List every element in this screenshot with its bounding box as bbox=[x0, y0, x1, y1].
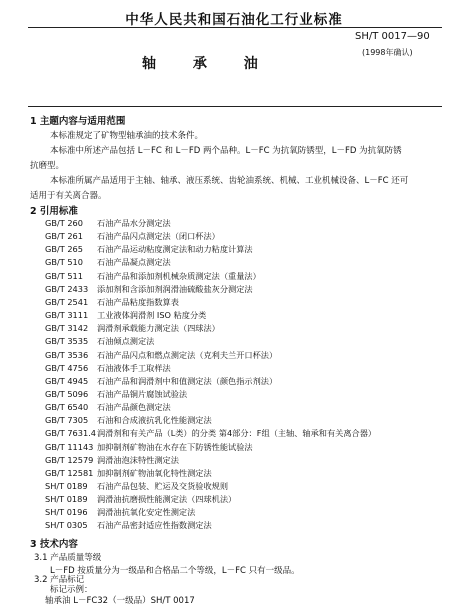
reference-title: 润滑油泡沫特性测定法 bbox=[97, 454, 179, 465]
reference-title: 石油产品闪点和燃点测定法（克利夫兰开口杯法） bbox=[97, 349, 278, 360]
header-rule-top bbox=[28, 27, 442, 28]
reference-code: GB/T 3536 bbox=[45, 349, 89, 360]
header-rule-bottom bbox=[28, 106, 442, 107]
reference-title: 添加剂和含添加剂润滑油硫酸盐灰分测定法 bbox=[97, 283, 253, 294]
reference-title: 石油产品铜片腐蚀试验法 bbox=[97, 388, 188, 399]
reference-title: 石油液体手工取样法 bbox=[97, 362, 171, 373]
reference-code: GB/T 3142 bbox=[45, 323, 89, 334]
reference-code: GB/T 265 bbox=[45, 244, 83, 255]
reference-code: GB/T 261 bbox=[45, 231, 83, 242]
reference-title: 石油产品闪点测定法（闭口杯法） bbox=[97, 231, 220, 242]
section-1-paragraph: 本标准所属产品适用于主轴、轴承、液压系统、齿轮油系统、机械、工业机械设备、L－FC 还可 bbox=[50, 176, 409, 186]
reference-item bbox=[45, 507, 195, 518]
reference-code: GB/T 6540 bbox=[45, 402, 89, 413]
reference-item bbox=[45, 402, 171, 413]
reference-item bbox=[45, 323, 220, 334]
reference-title: 石油和合成液抗乳化性能测定法 bbox=[97, 415, 212, 426]
reference-item bbox=[45, 428, 376, 439]
reference-title: 石油产品和润滑剂中和值测定法（颜色指示剂法） bbox=[97, 375, 278, 386]
subsection-3-2-label: 标记示例： bbox=[50, 585, 93, 595]
reference-code: GB/T 510 bbox=[45, 257, 83, 268]
section-1-heading: 1 主题内容与适用范围 bbox=[30, 116, 126, 127]
reference-code: GB/T 2433 bbox=[45, 283, 89, 294]
reference-title: 加抑制剂矿物油在水存在下防锈性能试验法 bbox=[97, 441, 253, 452]
standard-number: SH/T 0017—90 bbox=[355, 31, 430, 42]
reference-item bbox=[45, 336, 154, 347]
reference-title: 石油产品粘度指数算表 bbox=[97, 296, 179, 307]
reference-title: 石油产品水分测定法 bbox=[97, 218, 171, 228]
section-1-paragraph: 适用于有关离合器。 bbox=[30, 191, 107, 201]
reference-code: SH/T 0189 bbox=[45, 494, 88, 505]
reference-code: GB/T 2541 bbox=[45, 296, 89, 307]
reference-code: GB/T 4945 bbox=[45, 375, 89, 386]
reference-item bbox=[45, 244, 253, 255]
reference-item bbox=[45, 310, 206, 321]
reference-item bbox=[45, 376, 277, 387]
reference-title: 润滑油抗磨损性能测定法（四球机法） bbox=[97, 494, 237, 505]
marking-example: 轴承油 L－FC32（一级品）SH/T 0017 bbox=[45, 596, 195, 606]
reference-item bbox=[45, 494, 236, 505]
section-1-paragraph: 本标准中所述产品包括 L－FC 和 L－FD 两个品种。L－FC 为抗氧防锈型，L－FD 为抗氧防锈 bbox=[50, 146, 402, 156]
reference-item bbox=[45, 218, 171, 229]
reference-title: 加抑制剂矿物油氧化特性测定法 bbox=[97, 467, 212, 478]
revision-note: (1998年确认) bbox=[362, 48, 413, 57]
reference-code: GB/T 12579 bbox=[45, 454, 94, 465]
subsection-3-2-heading: 3.2 产品标记 bbox=[34, 575, 85, 585]
reference-item bbox=[45, 442, 253, 453]
document-title: 轴 承 油 bbox=[142, 56, 274, 72]
reference-item bbox=[45, 520, 212, 531]
reference-item bbox=[45, 481, 228, 492]
reference-code: GB/T 4756 bbox=[45, 362, 89, 373]
reference-item bbox=[45, 455, 179, 466]
reference-code: GB/T 5096 bbox=[45, 388, 89, 399]
reference-title: 石油产品运动粘度测定法和动力粘度计算法 bbox=[97, 244, 253, 255]
subsection-3-1-text: L－FD 按质量分为一级品和合格品二个等级，L－FC 只有一级品。 bbox=[50, 566, 300, 576]
reference-item bbox=[45, 257, 171, 268]
reference-title: 工业液体润滑剂 ISO 粘度分类 bbox=[97, 310, 207, 321]
reference-code: GB/T 260 bbox=[45, 218, 83, 228]
reference-title: 石油倾点测定法 bbox=[97, 336, 155, 347]
reference-item bbox=[45, 350, 277, 361]
org-title: 中华人民共和国石油化工行业标准 bbox=[125, 12, 343, 28]
reference-title: 石油产品包装、贮运及交货验收规则 bbox=[97, 481, 229, 491]
reference-item bbox=[45, 231, 220, 242]
reference-code: SH/T 0189 bbox=[45, 481, 88, 491]
reference-title: 石油产品凝点测定法 bbox=[97, 257, 171, 268]
reference-code: GB/T 511 bbox=[45, 270, 83, 281]
section-1-paragraph: 本标准规定了矿物型轴承油的技术条件。 bbox=[50, 131, 204, 141]
reference-code: GB/T 3535 bbox=[45, 336, 89, 347]
reference-item bbox=[45, 363, 171, 374]
reference-item bbox=[45, 389, 187, 400]
reference-title: 润滑油抗氧化安定性测定法 bbox=[97, 507, 196, 518]
section-1-paragraph: 抗磨型。 bbox=[30, 161, 65, 171]
reference-title: 润滑剂和有关产品（L类）的分类 第4部分：F组（主轴、轴承和有关离合器） bbox=[97, 428, 377, 439]
reference-code: SH/T 0305 bbox=[45, 520, 88, 531]
reference-code: GB/T 12581 bbox=[45, 467, 94, 478]
reference-code: GB/T 11143 bbox=[45, 441, 94, 452]
reference-code: GB/T 7305 bbox=[45, 415, 89, 426]
reference-title: 石油产品和添加剂机械杂质测定法（重量法） bbox=[97, 270, 261, 281]
reference-item bbox=[45, 415, 212, 426]
reference-code: GB/T 3111 bbox=[45, 310, 89, 321]
reference-title: 石油产品颜色测定法 bbox=[97, 402, 171, 413]
reference-code: GB/T 7631.4 bbox=[45, 428, 96, 439]
reference-item bbox=[45, 297, 179, 308]
section-2-heading: 2 引用标准 bbox=[30, 206, 78, 217]
reference-item bbox=[45, 468, 212, 479]
reference-item bbox=[45, 284, 253, 295]
subsection-3-1-heading: 3.1 产品质量等级 bbox=[34, 553, 102, 563]
reference-code: SH/T 0196 bbox=[45, 507, 88, 518]
reference-title: 润滑剂承载能力测定法（四球法） bbox=[97, 323, 220, 334]
reference-title: 石油产品密封适应性指数测定法 bbox=[97, 520, 212, 531]
section-3-heading: 3 技术内容 bbox=[30, 539, 78, 550]
reference-item bbox=[45, 271, 261, 282]
